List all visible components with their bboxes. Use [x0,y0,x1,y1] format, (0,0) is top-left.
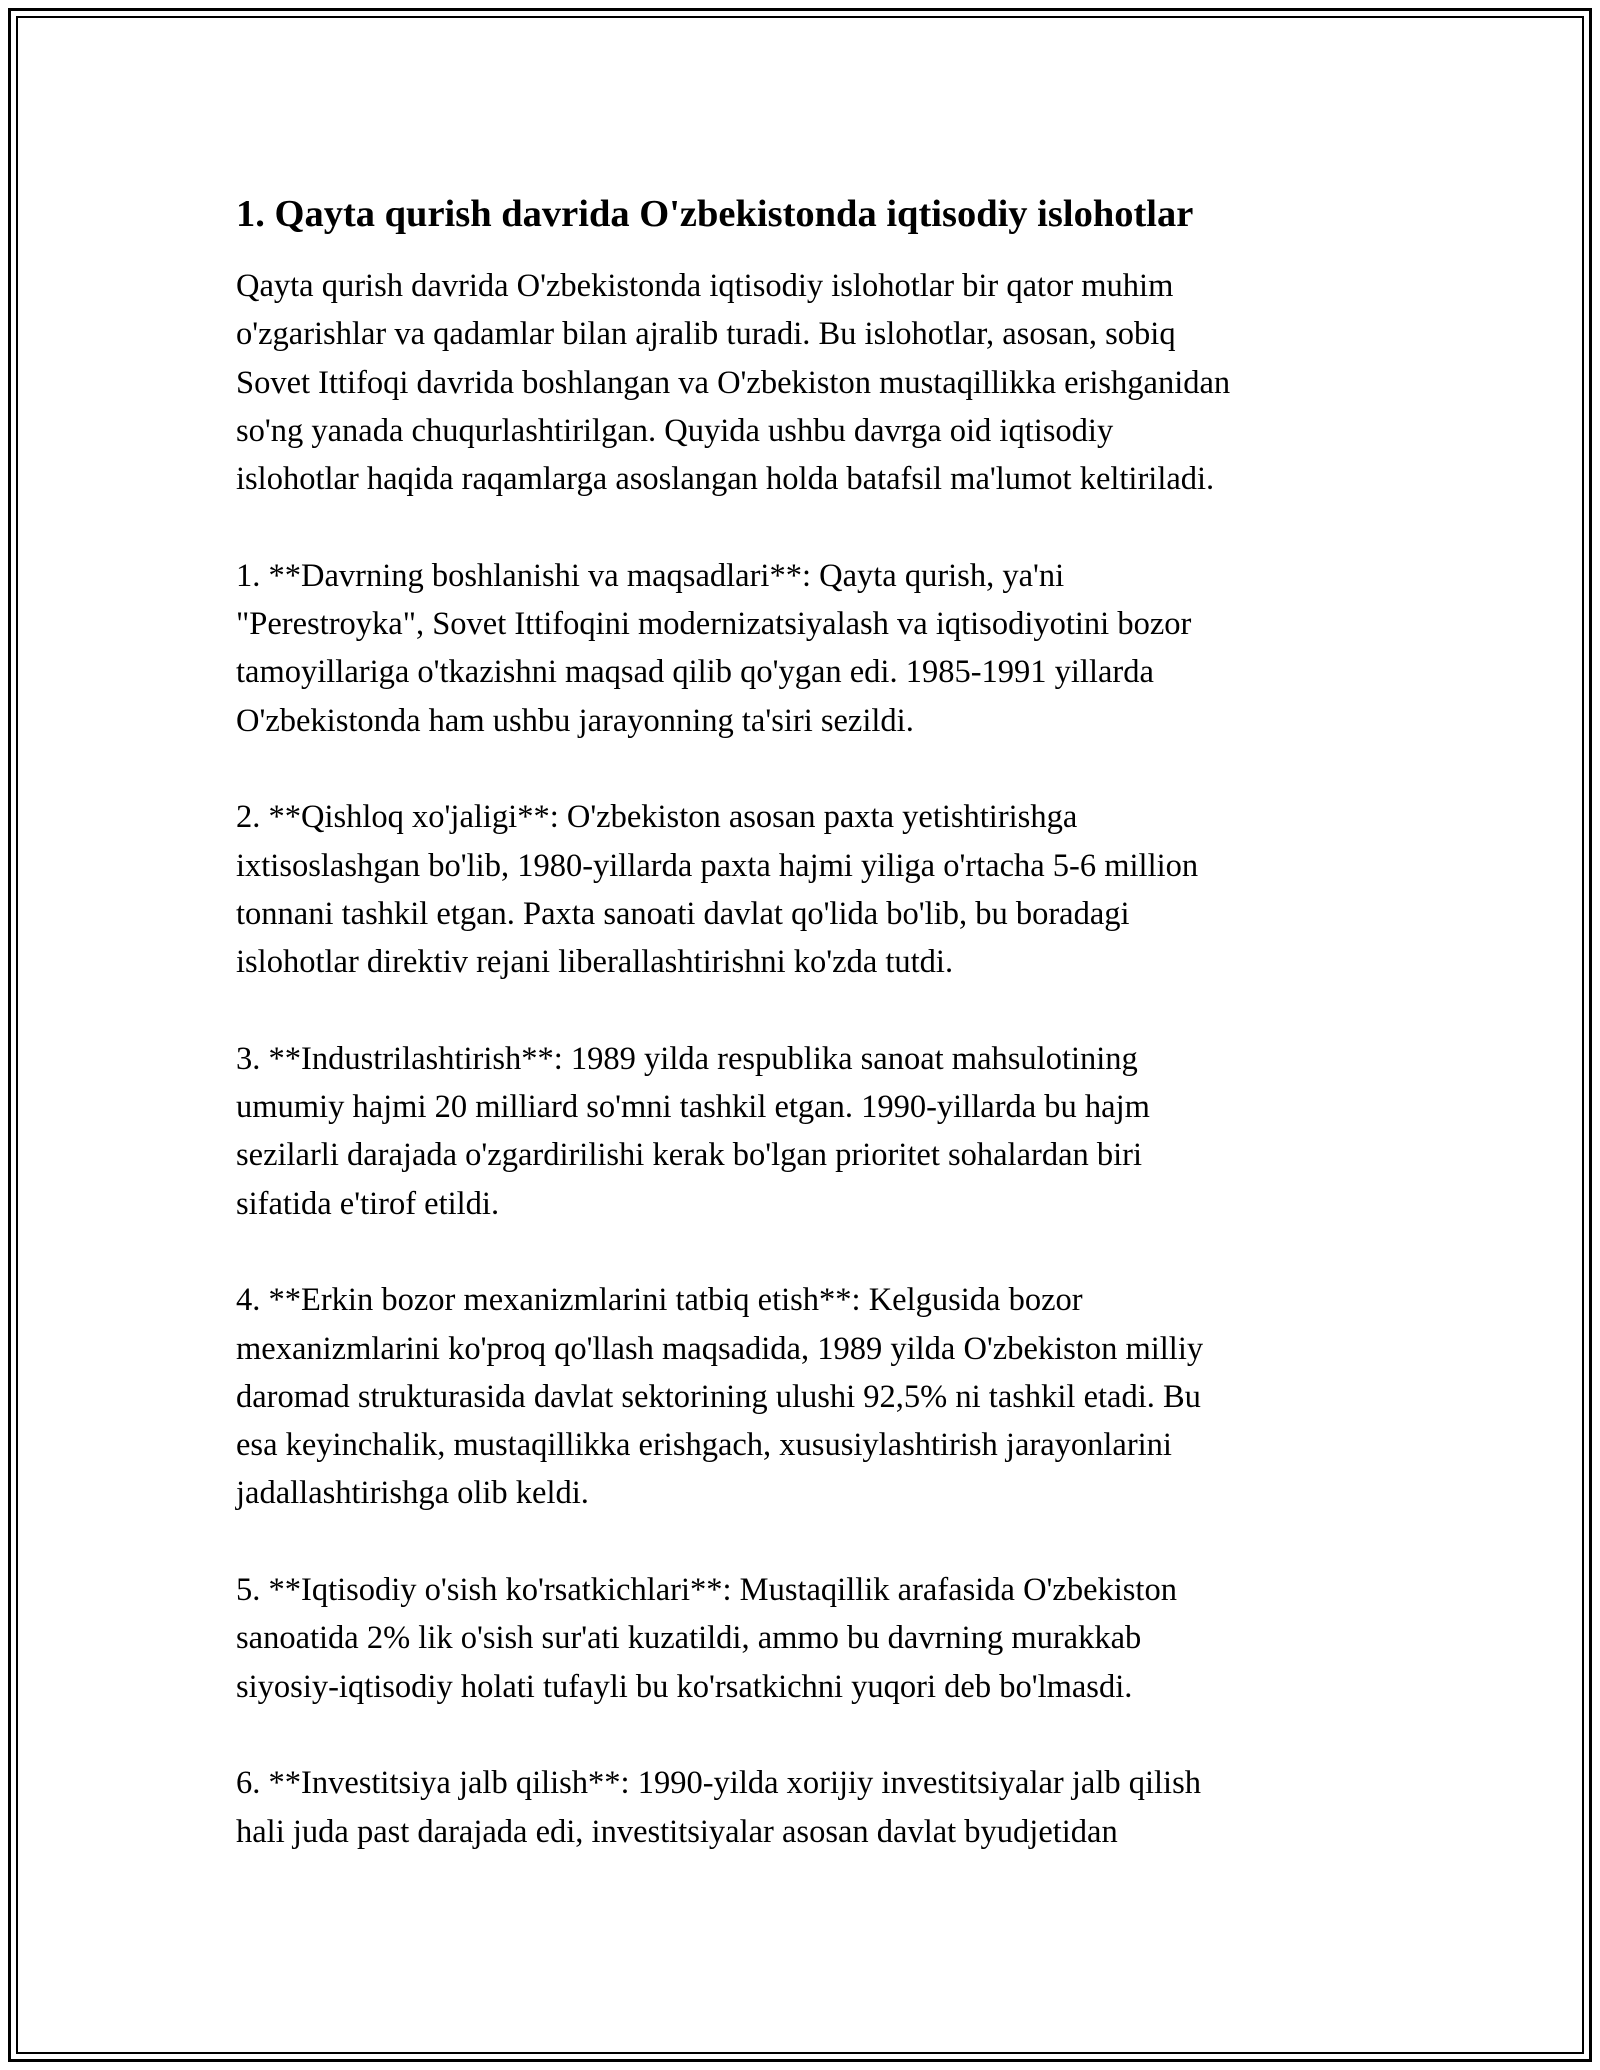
document-body [236,190,1396,1904]
document-title: 1. Qayta qurish davrida O'zbekistonda iqtisodiy islohotlar [236,193,1194,235]
intro-paragraph: Qayta qurish davrida O'zbekistonda iqtisodiy islohotlar bir qator muhim o'zgarishlar va qadamlar bilan ajralib turadi. Bu islohotlar, asosan, sobiq Sovet Ittifoqi davrida boshlangan va O'zbekiston mustaqillikka erishganidan so'ng yanada chuqurlashtirilgan. Quyida ushbu davrga oid iqtisodiy islohotlar haqida raqamlarga asoslangan holda batafsil ma'lumot keltiriladi. [236,268,1231,498]
list-item-1: 1. **Davrning boshlanishi va maqsadlari**: Qayta qurish, ya'ni "Perestroyka", Sovet Ittifoqini modernizatsiyalash va iqtisodiyotini bozor tamoyillariga o'tkazishni maqsad qilib qo'ygan edi. 1985-1991 yillarda O'zbekistonda ham ushbu jarayonning ta'siri sezildi. [236,557,1192,739]
list-item-5: 5. **Iqtisodiy o'sish ko'rsatkichlari**: Mustaqillik arafasida O'zbekiston sanoatida 2% lik o'sish sur'ati kuzatildi, ammo bu davrning murakkab siyosiy-iqtisodiy holati tufayli bu ko'rsatkichni yuqori deb bo'lmasdi. [236,1572,1177,1705]
list-item-4: 4. **Erkin bozor mexanizmlarini tatbiq etish**: Kelgusida bozor mexanizmlarini ko'proq qo'llash maqsadida, 1989 yilda O'zbekiston milliy daromad strukturasida davlat sektorining ulushi 92,5% ni tashkil etadi. Bu esa keyinchalik, mustaqillikka erishgach, xususiylashtirish jarayonlarini jadallashtirishga olib keldi. [236,1282,1204,1512]
list-item-3: 3. **Industrilashtirish**: 1989 yilda respublika sanoat mahsulotining umumiy hajmi 20 milliard so'mni tashkil etgan. 1990-yillarda bu hajm sezilarli darajada o'zgardirilishi kerak bo'lgan prioritet sohalardan biri sifatida e'tirof etildi. [236,1040,1150,1222]
list-item-6: 6. **Investitsiya jalb qilish**: 1990-yilda xorijiy investitsiyalar jalb qilish hali juda past darajada edi, investitsiyalar asosan davlat byudjetidan [236,1765,1201,1850]
list-item-2: 2. **Qishloq xo'jaligi**: O'zbekiston asosan paxta yetishtirishga ixtisoslashgan bo'lib, 1980-yillarda paxta hajmi yiliga o'rtacha 5-6 million tonnani tashkil etgan. Paxta sanoati davlat qo'lida bo'lib, bu boradagi islohotlar direktiv rejani liberallashtirishni ko'zda tutdi. [236,799,1199,981]
